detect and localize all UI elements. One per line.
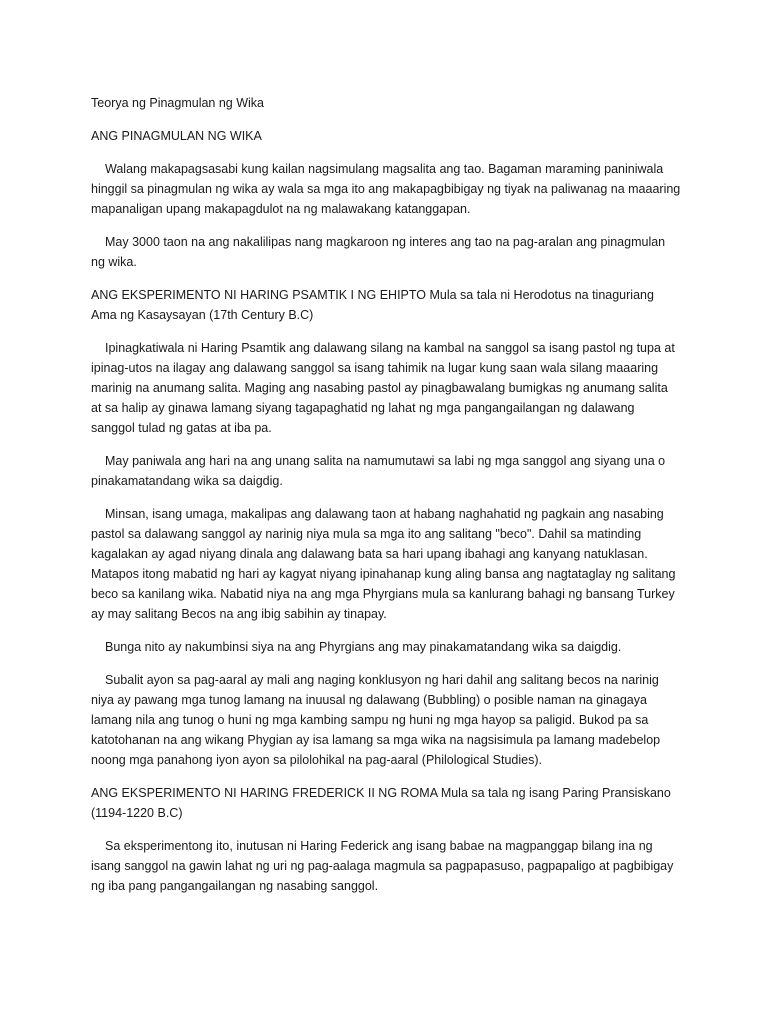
paragraph: Walang makapagsasabi kung kailan nagsimulang magsalita ang tao. Bagaman maraming paniniwala hinggil sa pinagmulan ng wika ay wala sa mga ito ang makapagbibigay ng tiyak na paliwanag na maaaring mapanaligan upang makapagdulot na ng malawakang katanggapan. xyxy=(91,162,681,216)
paragraph: Bunga nito ay nakumbinsi siya na ang Phyrgians ang may pinakamatandang wika sa daigdig. xyxy=(105,640,622,654)
section-heading-frederick: ANG EKSPERIMENTO NI HARING FREDERICK II NG ROMA Mula sa tala ng isang Paring Pransiskano (1194-1220 B.C) xyxy=(91,786,671,820)
paragraph: Minsan, isang umaga, makalipas ang dalawang taon at habang naghahatid ng pagkain ang nasabing pastol sa dalawang sanggol ay narinig niya mula sa mga ito ang salitang "beco". Dahil sa matinding kagalakan ay agad niyang dinala ang dalawang bata sa hari upang ibahagi ang kanyang natuklasan. Matapos itong mabatid ng hari ay kagyat niyang ipinahanap kung aling bansa ang nagtataglay ng salitang beco sa kanilang wika. Nabatid niya na ang mga Phyrgians mula sa kanlurang bahagi ng bansang Turkey ay may salitang Becos na ang ibig sabihin ay tinapay. xyxy=(91,507,676,621)
paragraph: May 3000 taon na ang nakalilipas nang magkaroon ng interes ang tao na pag-aralan ang pinagmulan ng wika. xyxy=(91,235,666,269)
paragraph: May paniwala ang hari na ang unang salita na namumutawi sa labi ng mga sanggol ang siyang una o pinakamatandang wika sa daigdig. xyxy=(91,454,666,488)
paragraph: Ipinagkatiwala ni Haring Psamtik ang dalawang silang na kambal na sanggol sa isang pastol ng tupa at ipinag-utos na ilagay ang dalawang sanggol sa isang tahimik na lugar kung saan wala silang maaaring marinig na anumang salita. Maging ang nasabing pastol ay pinagbawalang bumigkas ng anumang salita at sa halip ay ginawa lamang siyang tagapaghatid ng lahat ng mga pangangailangan ng dalawang sanggol tulad ng gatas at iba pa. xyxy=(91,341,675,435)
paragraph: Sa eksperimentong ito, inutusan ni Haring Federick ang isang babae na magpanggap bilang ina ng isang sanggol na gawin lahat ng uri ng pag-aalaga magmula sa pagpapasuso, pagpapaligo at pagbibigay ng iba pang pangangailangan ng nasabing sanggol. xyxy=(91,839,674,893)
paragraph: Subalit ayon sa pag-aaral ay mali ang naging konklusyon ng hari dahil ang salitang becos na narinig niya ay pawang mga tunog lamang na inuusal ng dalawang (Bubbling) o posible naman na ginagaya lamang nila ang tunog o huni ng mga kambing sampu ng huni ng mga hayop sa paligid. Bukod pa sa katotohanan na ang wikang Phygian ay isa lamang sa mga wika na nagsisimula pa lamang madebelop noong mga panahong iyon ayon sa pilolohikal na pag-aaral (Philological Studies). xyxy=(91,673,661,767)
section-heading-psamtik: ANG EKSPERIMENTO NI HARING PSAMTIK I NG EHIPTO Mula sa tala ni Herodotus na tinaguriang Ama ng Kasaysayan (17th Century B.C) xyxy=(91,288,654,322)
section-heading-pinagmulan: ANG PINAGMULAN NG WIKA xyxy=(91,129,262,143)
document-title: Teorya ng Pinagmulan ng Wika xyxy=(91,96,265,110)
document-page xyxy=(91,93,681,909)
